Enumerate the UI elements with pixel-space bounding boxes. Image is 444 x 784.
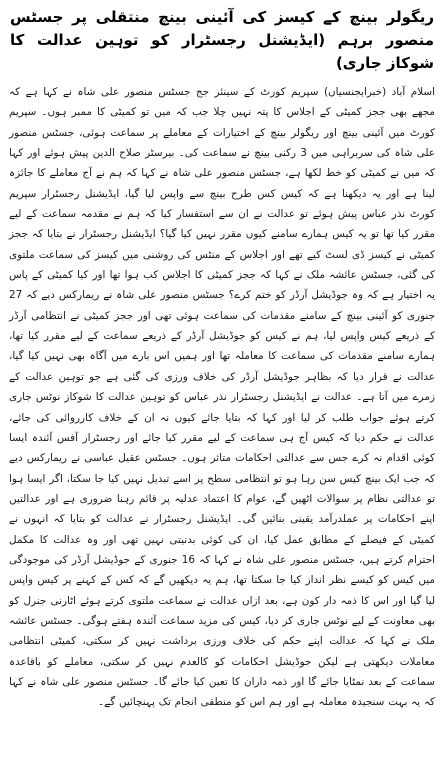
article-body: اسلام آباد (خبرایجنسیاں) سپریم کورٹ کے سینئر جج جسٹس منصور علی شاہ نے کہا ہے کہ مجھے بھی ججز کمیٹی کے اجلاس کا پتہ نہیں چلا جب کہ میں تو کمیٹی کا ممبر ہوں۔ سپریم کورٹ میں آئینی بینچ اور ریگولر بینچ کے اختیارات کے معاملے پر سماعت ہوئی، جسٹس منصور علی شاہ کی سربراہی میں 3 رکنی بینچ نے سماعت کی۔ بیرسٹر صلاح الدین پیش ہوئے اور کہا کہ میں نے کمیٹی کو خط لکھا ہے، جسٹس منصور علی شاہ نے کہا کہ ہم نے آج معاملے کا جائزہ لینا ہے اور یہ دیکھنا ہے کہ کیس کس طرح بینچ سے واپس لیا گیا، ایڈیشنل رجسٹرار سپریم کورٹ نذر عباس پیش ہوئے تو عدالت نے ان سے استفسار کیا کہ ہم نے مقدمہ سماعت کے لیے مقرر کیا تھا تو یہ کیس ہمارے سامنے کیوں مقرر نہیں کیا گیا؟ ایڈیشنل رجسٹرار نے بتایا کہ ججز کمیٹی نے کیسز ڈی لسٹ کیے تھے اور اجلاس کے منٹس کی روشنی میں کیسز کی سماعت ملتوی کی گئی، جسٹس عائشہ ملک نے کہا کہ ججز کمیٹی کا اجلاس کب ہوا تھا اور کیا کمیٹی کے پاس یہ اختیار ہے کہ وہ جوڈیشل آرڈر کو ختم کرے؟ جسٹس منصور علی شاہ نے ریمارکس دیے کہ 27 جنوری کو آئینی بینچ کے سامنے مقدمات کی سماعت ہوئی تھی اور ججز کمیٹی نے انتظامی آرڈر کے ذریعے کیس واپس لیا، ہم نے کیس کو جوڈیشل آرڈر کے ذریعے سماعت کے لیے مقرر کیا تھا، ہمارے سامنے مقدمات کی سماعت کا معاملہ تھا اور ہمیں اس بارے میں آگاہ بھی نہیں کیا گیا، عدالت نے قرار دیا کہ بظاہر جوڈیشل آرڈر کی خلاف ورزی کی گئی ہے جو توہین عدالت کے زمرے میں آتا ہے۔ عدالت نے ایڈیشنل رجسٹرار نذر عباس کو توہین عدالت کا شوکاز نوٹس جاری کرتے ہوئے جواب طلب کر لیا اور کہا کہ بتایا جائے کیوں نہ ان کے خلاف کارروائی کی جائے، عدالت نے حکم دیا کہ کیس آج ہی سماعت کے لیے مقرر کیا جائے اور رجسٹرار آفس آئندہ ایسا کوئی اقدام نہ کرے جس سے عدالتی احکامات متاثر ہوں۔ جسٹس عقیل عباسی نے ریمارکس دیے کہ جب ایک بینچ کیس سن رہا ہو تو انتظامی سطح پر اسے تبدیل نہیں کیا جا سکتا، اگر ایسا ہوا تو عدالتی نظام پر سوالات اٹھیں گے، عوام کا اعتماد عدلیہ پر قائم رہنا ضروری ہے اور عدالتیں اپنے احکامات پر عملدرآمد یقینی بنائیں گی۔ ایڈیشنل رجسٹرار نے عدالت کو بتایا کہ انہوں نے کمیٹی کے فیصلے کے مطابق عمل کیا، ان کی کوئی بدنیتی نہیں تھی اور وہ عدالت کا مکمل احترام کرتے ہیں، جسٹس منصور علی شاہ نے کہا کہ 16 جنوری کے جوڈیشل آرڈر کی موجودگی میں کیس کو کیسے نظر انداز کیا جا سکتا تھا، ہم یہ دیکھیں گے کہ کس کے کہنے پر کیس واپس لیا گیا اور اس کا ذمہ دار کون ہے، بعد ازاں عدالت نے سماعت ملتوی کرتے ہوئے اٹارنی جنرل کو بھی معاونت کے لیے نوٹس جاری کر دیا، کیس کی مزید سماعت آئندہ ہفتے ہوگی۔ جسٹس عائشہ ملک نے کہا کہ عدالت اپنے حکم کی خلاف ورزی برداشت نہیں کر سکتی، کمیٹی انتظامی معاملات دیکھتی ہے لیکن جوڈیشل احکامات کو کالعدم نہیں کر سکتی، معاملے کو باقاعدہ سماعت کے بعد نمٹایا جائے گا اور ذمہ داران کا تعین کیا جائے گا۔ جسٹس منصور علی شاہ نے کہا کہ یہ بہت سنجیدہ معاملہ ہے اور ہم اس کو منطقی انجام تک پہنچائیں گے۔ xyxy=(9,86,436,709)
article-headline: ریگولر بینچ کے کیسز کی آئینی بینچ منتقلی پر جسٹس منصور برہم (ایڈیشنل رجسٹرار کو توہین عدالت کا شوکاز جاری) xyxy=(10,8,434,72)
